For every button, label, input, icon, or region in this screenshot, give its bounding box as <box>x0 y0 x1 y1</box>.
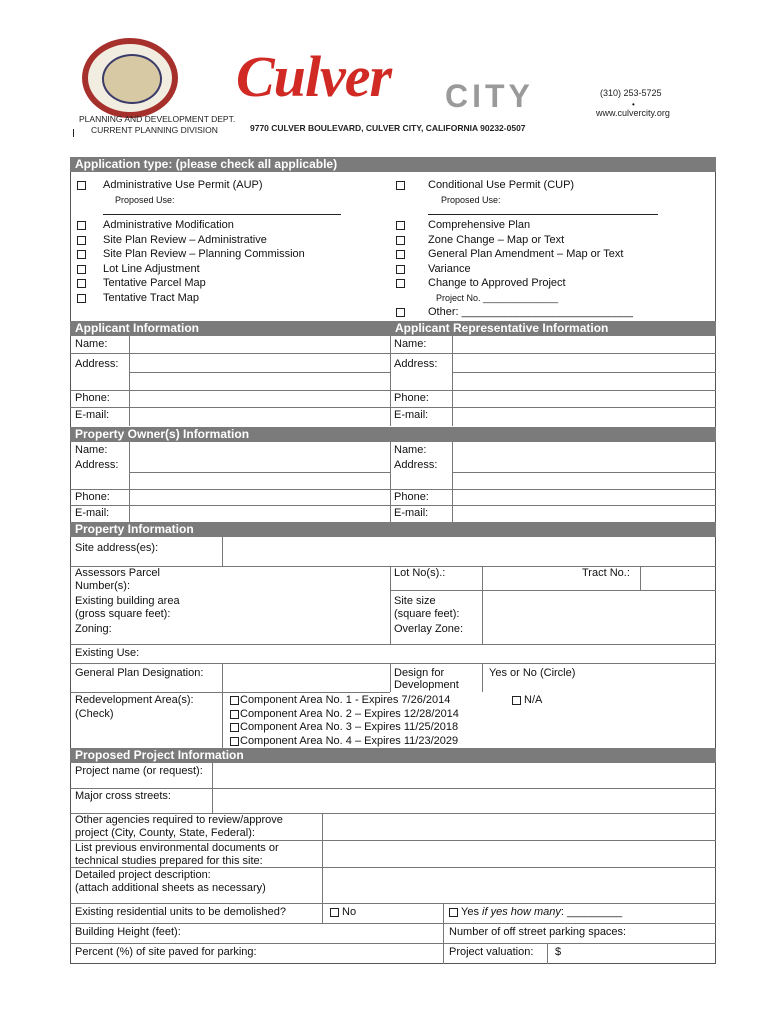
section-property <box>70 522 716 537</box>
applicant-title: Applicant Information <box>75 321 199 335</box>
agencies-label-1: Other agencies required to review/approve <box>75 814 283 826</box>
checkbox-redev-na[interactable] <box>512 696 521 705</box>
existing-use-label: Existing Use: <box>75 647 140 659</box>
label-cup: Conditional Use Permit (CUP) <box>428 179 575 191</box>
valuation-label: Project valuation: <box>449 946 534 958</box>
city-website: www.culvercity.org <box>596 108 670 118</box>
checkbox-aup[interactable] <box>77 181 86 190</box>
bullet-icon: • <box>632 100 635 109</box>
gp-label: General Plan Designation: <box>75 667 204 679</box>
dfd-label-2: Development <box>394 679 459 691</box>
units-no-label: No <box>342 906 357 918</box>
section-application-type <box>70 157 716 172</box>
units-yes-italic: if yes how many <box>482 906 561 918</box>
units-yes-suffix: : _________ <box>560 906 623 918</box>
label-other: Other: ____________________________ <box>428 306 633 318</box>
agencies-label-2: project (City, County, State, Federal): <box>75 827 255 839</box>
label-gp-amendment: General Plan Amendment – Map or Text <box>428 248 624 260</box>
checkbox-tract-map[interactable] <box>77 294 86 303</box>
owner2-email-label: E-mail: <box>394 507 429 519</box>
cross-streets-label: Major cross streets: <box>75 790 171 802</box>
apn-label-2: Number(s): <box>75 580 131 592</box>
label-cup-proposed-use: Proposed Use: <box>441 195 501 205</box>
site-size-label-1: Site size <box>394 595 436 607</box>
units-demolished-label: Existing residential units to be demolished? <box>75 906 286 918</box>
text-cursor-mark <box>73 129 74 137</box>
section-proposed-project <box>70 748 716 763</box>
owner-name-label: Name: <box>75 444 108 456</box>
label-project-no: Project No. _______________ <box>436 293 559 303</box>
overlay-label: Overlay Zone: <box>394 623 464 635</box>
rep-email-label: E-mail: <box>394 409 429 421</box>
rep-name-label: Name: <box>394 338 427 350</box>
applicant-rep-title: Applicant Representative Information <box>395 321 609 335</box>
application-type-title: Application type: (please check all applicable) <box>75 157 338 171</box>
building-height-label: Building Height (feet): <box>75 926 181 938</box>
desc-label-1: Detailed project description: <box>75 869 211 881</box>
rep-phone-label: Phone: <box>394 392 429 404</box>
applicant-phone-label: Phone: <box>75 392 110 404</box>
bldg-area-label-2: (gross square feet): <box>75 608 171 620</box>
checkbox-component-3[interactable] <box>230 723 239 732</box>
rep-address-label: Address: <box>394 358 438 370</box>
redev-label-1: Redevelopment Area(s): <box>75 694 194 706</box>
studies-label-1: List previous environmental documents or <box>75 842 279 854</box>
label-variance: Variance <box>428 263 471 275</box>
label-comprehensive-plan: Comprehensive Plan <box>428 219 531 231</box>
label-aup-proposed-use: Proposed Use: <box>115 195 175 205</box>
project-name-label: Project name (or request): <box>75 765 203 777</box>
units-yes-prefix: Yes <box>461 906 483 918</box>
department-name <box>79 114 235 136</box>
checkbox-units-yes[interactable] <box>449 908 458 917</box>
zoning-label: Zoning: <box>75 623 112 635</box>
redev-label-2: (Check) <box>75 708 114 720</box>
label-admin-modification: Administrative Modification <box>103 219 234 231</box>
dfd-label-1: Design for <box>394 667 445 679</box>
checkbox-lot-line[interactable] <box>77 265 86 274</box>
units-yes-label <box>461 906 622 919</box>
owner-email-label: E-mail: <box>75 507 110 519</box>
checkbox-change-approved[interactable] <box>396 279 405 288</box>
component-2-label: Component Area No. 2 – Expires 12/28/2014 <box>240 708 459 720</box>
label-site-plan-commission: Site Plan Review – Planning Commission <box>103 248 305 260</box>
dollar-sign: $ <box>555 946 562 958</box>
applicant-email-label: E-mail: <box>75 409 110 421</box>
desc-label-2: (attach additional sheets as necessary) <box>75 882 266 894</box>
checkbox-units-no[interactable] <box>330 908 339 917</box>
checkbox-variance[interactable] <box>396 265 405 274</box>
checkbox-component-2[interactable] <box>230 710 239 719</box>
city-phone: (310) 253-5725 <box>600 88 662 98</box>
lot-label: Lot No(s).: <box>394 567 446 579</box>
owner2-phone-label: Phone: <box>394 491 429 503</box>
cup-proposed-use-line[interactable] <box>428 214 658 215</box>
parking-spaces-label: Number of off street parking spaces: <box>449 926 627 938</box>
checkbox-zone-change[interactable] <box>396 236 405 245</box>
logo-culver: Culver <box>236 44 392 109</box>
section-applicant <box>70 321 716 336</box>
component-4-label: Component Area No. 4 – Expires 11/23/2029 <box>240 735 459 747</box>
checkbox-admin-modification[interactable] <box>77 221 86 230</box>
component-3-label: Component Area No. 3 – Expires 11/25/2018 <box>240 721 459 733</box>
owner-phone-label: Phone: <box>75 491 110 503</box>
tract-label: Tract No.: <box>582 567 630 579</box>
label-aup: Administrative Use Permit (AUP) <box>103 179 263 191</box>
logo-city: CITY <box>445 78 534 114</box>
owner-address-label: Address: <box>75 459 119 471</box>
paved-percent-label: Percent (%) of site paved for parking: <box>75 946 257 958</box>
label-parcel-map: Tentative Parcel Map <box>103 277 206 289</box>
component-1-label: Component Area No. 1 - Expires 7/26/2014 <box>240 694 451 706</box>
label-site-plan-admin: Site Plan Review – Administrative <box>103 234 267 246</box>
owner-title: Property Owner(s) Information <box>75 427 250 441</box>
applicant-address-label: Address: <box>75 358 119 370</box>
checkbox-parcel-map[interactable] <box>77 279 86 288</box>
checkbox-site-plan-commission[interactable] <box>77 250 86 259</box>
apn-label-1: Assessors Parcel <box>75 567 160 579</box>
site-size-label-2: (square feet): <box>394 608 460 620</box>
label-lot-line: Lot Line Adjustment <box>103 263 200 275</box>
bldg-area-label-1: Existing building area <box>75 595 180 607</box>
aup-proposed-use-line[interactable] <box>103 214 341 215</box>
dfd-yes-no[interactable]: Yes or No (Circle) <box>489 667 576 679</box>
dept-line-2: CURRENT PLANNING DIVISION <box>91 125 218 135</box>
label-tract-map: Tentative Tract Map <box>103 292 199 304</box>
checkbox-cup[interactable] <box>396 181 405 190</box>
dept-line-1: PLANNING AND DEVELOPMENT DEPT. <box>79 114 236 124</box>
city-seal <box>82 38 178 118</box>
checkbox-component-1[interactable] <box>230 696 239 705</box>
owner2-address-label: Address: <box>394 459 438 471</box>
checkbox-other[interactable] <box>396 308 405 317</box>
label-zone-change: Zone Change – Map or Text <box>428 234 565 246</box>
checkbox-site-plan-admin[interactable] <box>77 236 86 245</box>
checkbox-comprehensive-plan[interactable] <box>396 221 405 230</box>
owner2-name-label: Name: <box>394 444 427 456</box>
checkbox-component-4[interactable] <box>230 737 239 746</box>
checkbox-gp-amendment[interactable] <box>396 250 405 259</box>
project-title: Proposed Project Information <box>75 748 244 762</box>
property-title: Property Information <box>75 522 194 536</box>
site-address-label: Site address(es): <box>75 542 159 554</box>
applicant-name-label: Name: <box>75 338 108 350</box>
section-property-owner <box>70 427 716 442</box>
city-address: 9770 CULVER BOULEVARD, CULVER CITY, CALIFORNIA 90232-0507 <box>250 123 526 133</box>
studies-label-2: technical studies prepared for this site: <box>75 855 263 867</box>
redev-na-label: N/A <box>524 694 543 706</box>
label-change-approved: Change to Approved Project <box>428 277 566 289</box>
